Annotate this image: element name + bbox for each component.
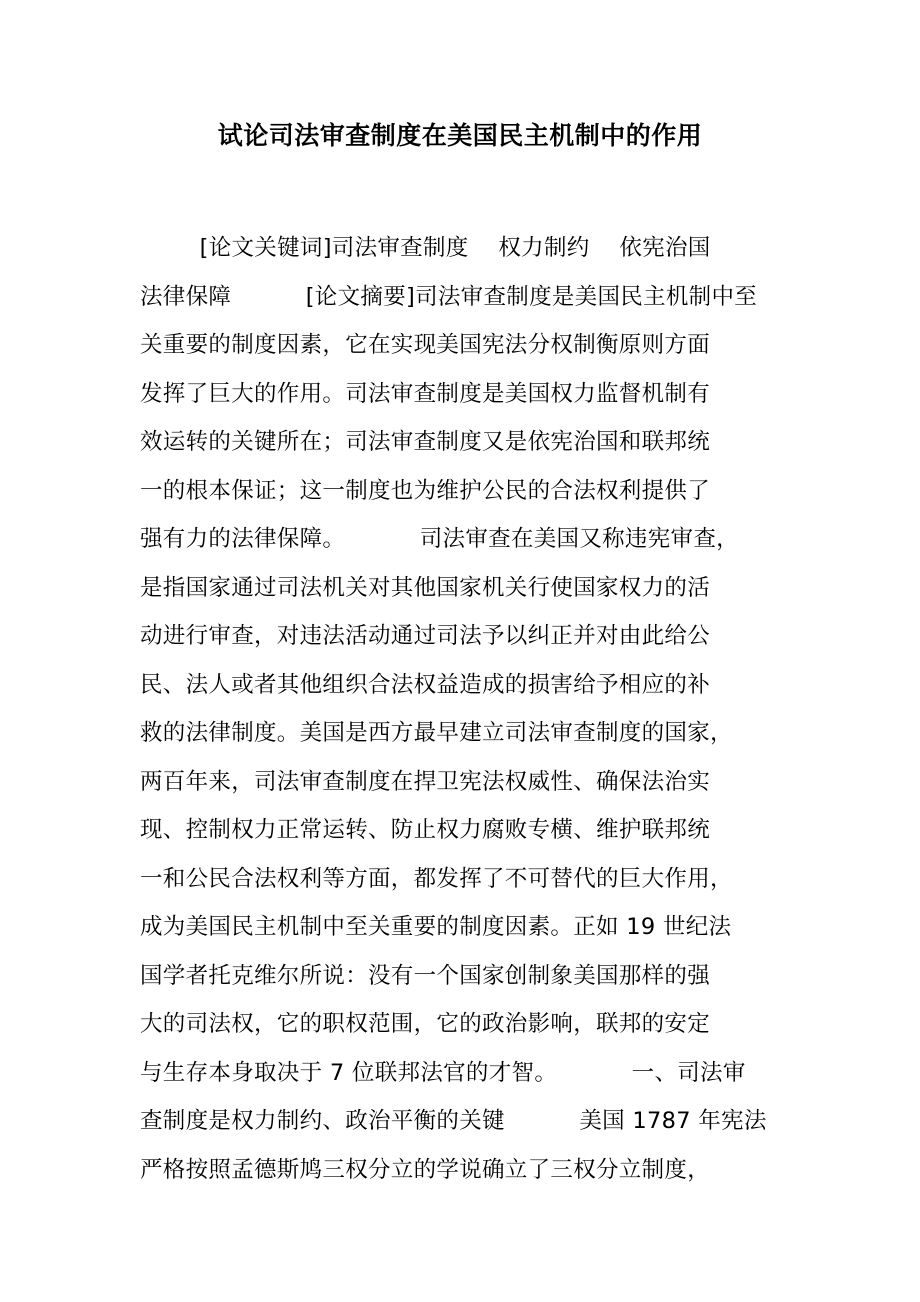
body-line: 关重要的制度因素，它在实现美国宪法分权制衡原则方面 [140, 332, 711, 358]
body-line: 救的法律制度。美国是西方最早建立司法审查制度的国家， [140, 720, 733, 746]
document-title: 试论司法审查制度在美国民主机制中的作用 [217, 121, 703, 150]
body-line: 一的根本保证；这一制度也为维护公民的合法权利提供了 [140, 477, 711, 504]
body-line: 动进行审查，对违法活动通过司法予以纠正并对由此给公 [140, 623, 711, 649]
body-line: 发挥了巨大的作用。司法审查制度是美国权力监督机制有 [140, 380, 711, 407]
body-line: 现、控制权力正常运转、防止权力腐败专横、维护联邦统 [140, 817, 711, 843]
body-line: 大的司法权，它的职权范围，它的政治影响，联邦的安定 [140, 1011, 711, 1037]
body-line: 国学者托克维尔所说：没有一个国家创制象美国那样的强 [140, 962, 711, 989]
body-line: 民、法人或者其他组织合法权益造成的损害给予相应的补 [140, 671, 711, 698]
body-line: 严格按照孟德斯鸠三权分立的学说确立了三权分立制度， [140, 1156, 711, 1183]
body-line: 法律保障 [论文摘要]司法审查制度是美国民主机制中至 [140, 283, 758, 310]
body-line: 成为美国民主机制中至关重要的制度因素。正如 19 世纪法 [140, 914, 732, 940]
body-line: 效运转的关键所在；司法审查制度又是依宪治国和联邦统 [140, 429, 711, 455]
body-line: 两百年来，司法审查制度在捍卫宪法权威性、确保法治实 [140, 768, 711, 795]
body-line: 一和公民合法权利等方面，都发挥了不可替代的巨大作用， [140, 865, 733, 892]
document-body [140, 224, 790, 1194]
body-line: 强有力的法律保障。 司法审查在美国又称违宪审查， [140, 526, 739, 552]
body-line: 是指国家通过司法机关对其他国家机关行使国家权力的活 [140, 574, 711, 601]
body-line: [论文关键词]司法审查制度 权力制约 依宪治国 [140, 235, 711, 261]
body-line: 与生存本身取决于 7 位联邦法官的才智。 一、司法审 [140, 1059, 746, 1086]
body-line: 查制度是权力制约、政治平衡的关键 美国 1787 年宪法 [140, 1108, 767, 1134]
